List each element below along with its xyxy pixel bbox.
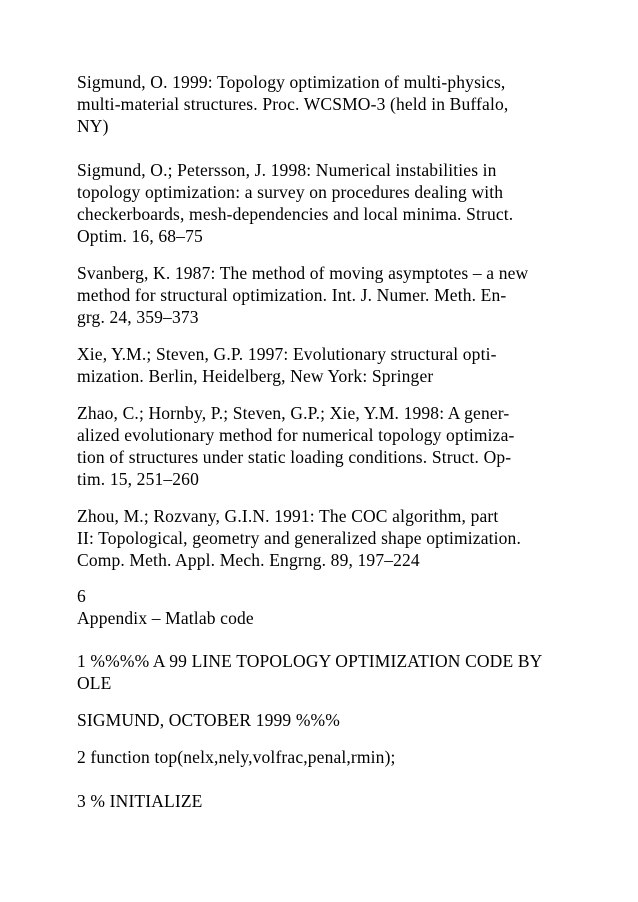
reference-entry [77,505,597,571]
reference-line: grg. 24, 359–373 [77,307,199,327]
reference-entry [77,262,597,328]
code-line: 3 % INITIALIZE [77,791,203,811]
reference-line: Svanberg, K. 1987: The method of moving asymptotes – a new [77,263,529,283]
code-line-block [77,746,597,768]
code-line: 1 %%%% A 99 LINE TOPOLOGY OPTIMIZATION CODE BY [77,651,543,671]
appendix-title: Appendix – Matlab code [77,608,254,628]
reference-line: Xie, Y.M.; Steven, G.P. 1997: Evolutionary structural opti- [77,344,497,364]
code-line-block [77,790,597,812]
reference-line: topology optimization: a survey on procedures dealing with [77,182,504,202]
reference-entry [77,402,597,490]
reference-line: tion of structures under static loading conditions. Struct. Op- [77,447,512,467]
reference-line: Zhou, M.; Rozvany, G.I.N. 1991: The COC algorithm, part [77,506,499,526]
reference-line: II: Topological, geometry and generalized shape optimization. [77,528,521,548]
reference-line: mization. Berlin, Heidelberg, New York: Springer [77,366,434,386]
reference-line: Zhao, C.; Hornby, P.; Steven, G.P.; Xie, Y.M. 1998: A gener- [77,403,510,423]
reference-entry [77,159,597,247]
reference-line: Sigmund, O. 1999: Topology optimization of multi-physics, [77,72,506,92]
reference-entry [77,71,597,137]
code-line: SIGMUND, OCTOBER 1999 %%% [77,710,341,730]
reference-line: alized evolutionary method for numerical topology optimiza- [77,425,515,445]
page-number: 6 [77,586,86,606]
reference-entry [77,343,597,387]
appendix-heading-block [77,585,597,629]
reference-line: method for structural optimization. Int. J. Numer. Meth. En- [77,285,507,305]
reference-line: checkerboards, mesh-dependencies and local minima. Struct. [77,204,514,224]
code-line-block [77,650,597,694]
reference-line: Optim. 16, 68–75 [77,226,203,246]
code-line: OLE [77,673,112,693]
reference-line: Comp. Meth. Appl. Mech. Engrng. 89, 197–224 [77,550,420,570]
code-line: 2 function top(nelx,nely,volfrac,penal,rmin); [77,747,396,767]
reference-line: tim. 15, 251–260 [77,469,199,489]
reference-line: NY) [77,116,109,136]
reference-line: Sigmund, O.; Petersson, J. 1998: Numerical instabilities in [77,160,497,180]
code-line-block [77,709,597,731]
reference-line: multi-material structures. Proc. WCSMO-3 (held in Buffalo, [77,94,509,114]
